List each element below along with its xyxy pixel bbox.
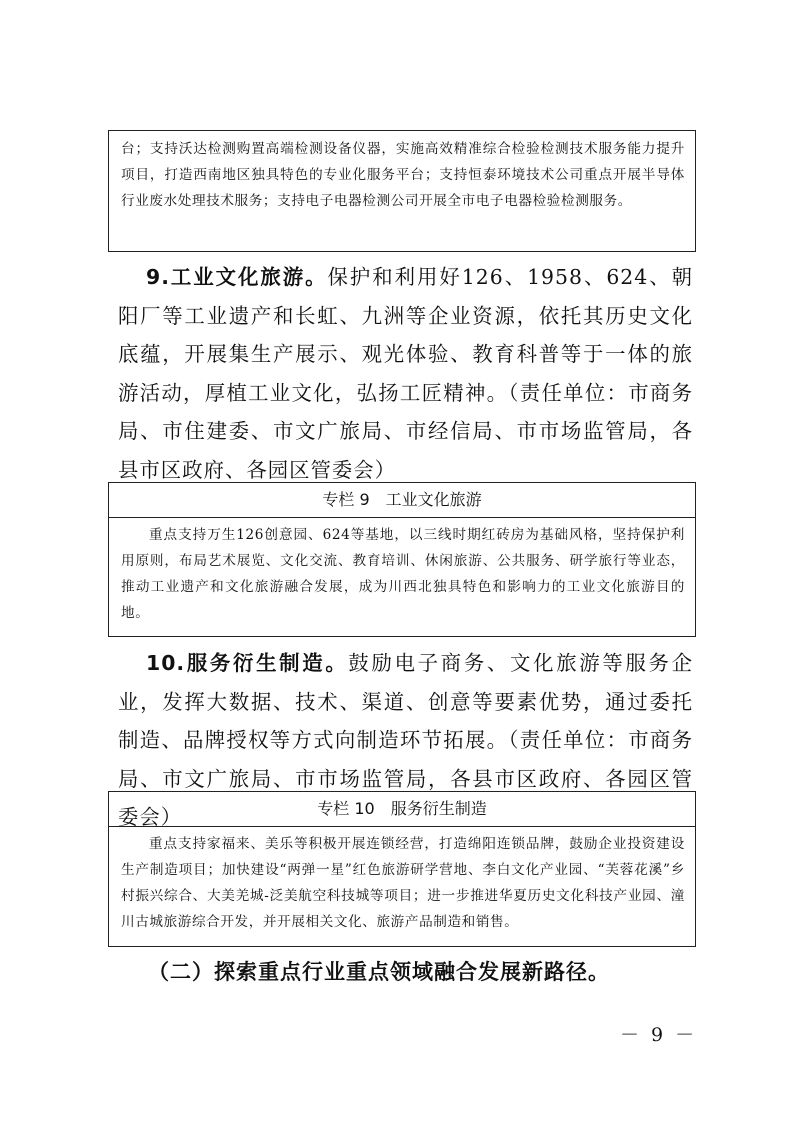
section-heading: （二）探索重点行业重点领域融合发展新路径。 <box>148 960 610 984</box>
column-box-10-text: 重点支持家福来、美乐等积极开展连锁经营，打造绵阳连锁品牌，鼓励企业投资建设生产制造项目；加快建设“两弹一星”红色旅游研学营地、李白文化产业园、“芙蓉花溪”乡村振兴综合、大美羌城-泛美航空科技城等项目；进一步推进华夏历史文化科技产业园、潼川古城旅游综合开发，并开展相关文化、旅游产品制造和销售。 <box>121 836 685 930</box>
paragraph-9-body: 保护和利用好126、1958、624、朝阳厂等工业遗产和长虹、九洲等企业资源，依托其历史文化底蕴，开展集生产展示、观光体验、教育科普等于一体的旅游活动，厚植工业文化，弘扬工匠精神。（责任单位：市商务局、市住建委、市文广旅局、市经信局、市市场监管局，各县市区政府、各园区管委会） <box>118 265 693 482</box>
paragraph-9-heading: 9.工业文化旅游。 <box>146 265 328 289</box>
column-box-9-text: 重点支持万生126创意园、624等基地，以三线时期红砖房为基础风格，坚持保护利用原则，布局艺术展览、文化交流、教育培训、休闲旅游、公共服务、研学旅行等业态，推动工业遗产和文化旅游融合发展，成为川西北独具特色和影响力的工业文化旅游目的地。 <box>121 527 685 621</box>
column-box-10-title: 专栏 10 服务衍生制造 <box>109 792 695 827</box>
paragraph-9 <box>118 258 693 489</box>
box-top-text: 台；支持沃达检测购置高端检测设备仪器，实施高效精准综合检验检测技术服务能力提升项目，打造西南地区独具特色的专业化服务平台；支持恒泰环境技术公司重点开展半导体行业废水处理技术服务；支持电子电器检测公司开展全市电子电器检验检测服务。 <box>121 141 685 209</box>
text-box-top <box>108 130 696 252</box>
paragraph-10-body: 鼓励电子商务、文化旅游等服务企业，发挥大数据、技术、渠道、创意等要素优势，通过委托制造、品牌授权等方式向制造环节拓展。（责任单位：市商务局、市文广旅局、市市场监管局，各县市区政府、各园区管委会） <box>118 651 694 829</box>
paragraph-10-heading: 10.服务衍生制造。 <box>146 651 349 675</box>
column-box-9-title: 专栏 9 工业文化旅游 <box>109 483 695 518</box>
column-box-10 <box>108 791 696 947</box>
page-number: － 9 － <box>620 1024 698 1046</box>
column-box-9 <box>108 482 696 637</box>
